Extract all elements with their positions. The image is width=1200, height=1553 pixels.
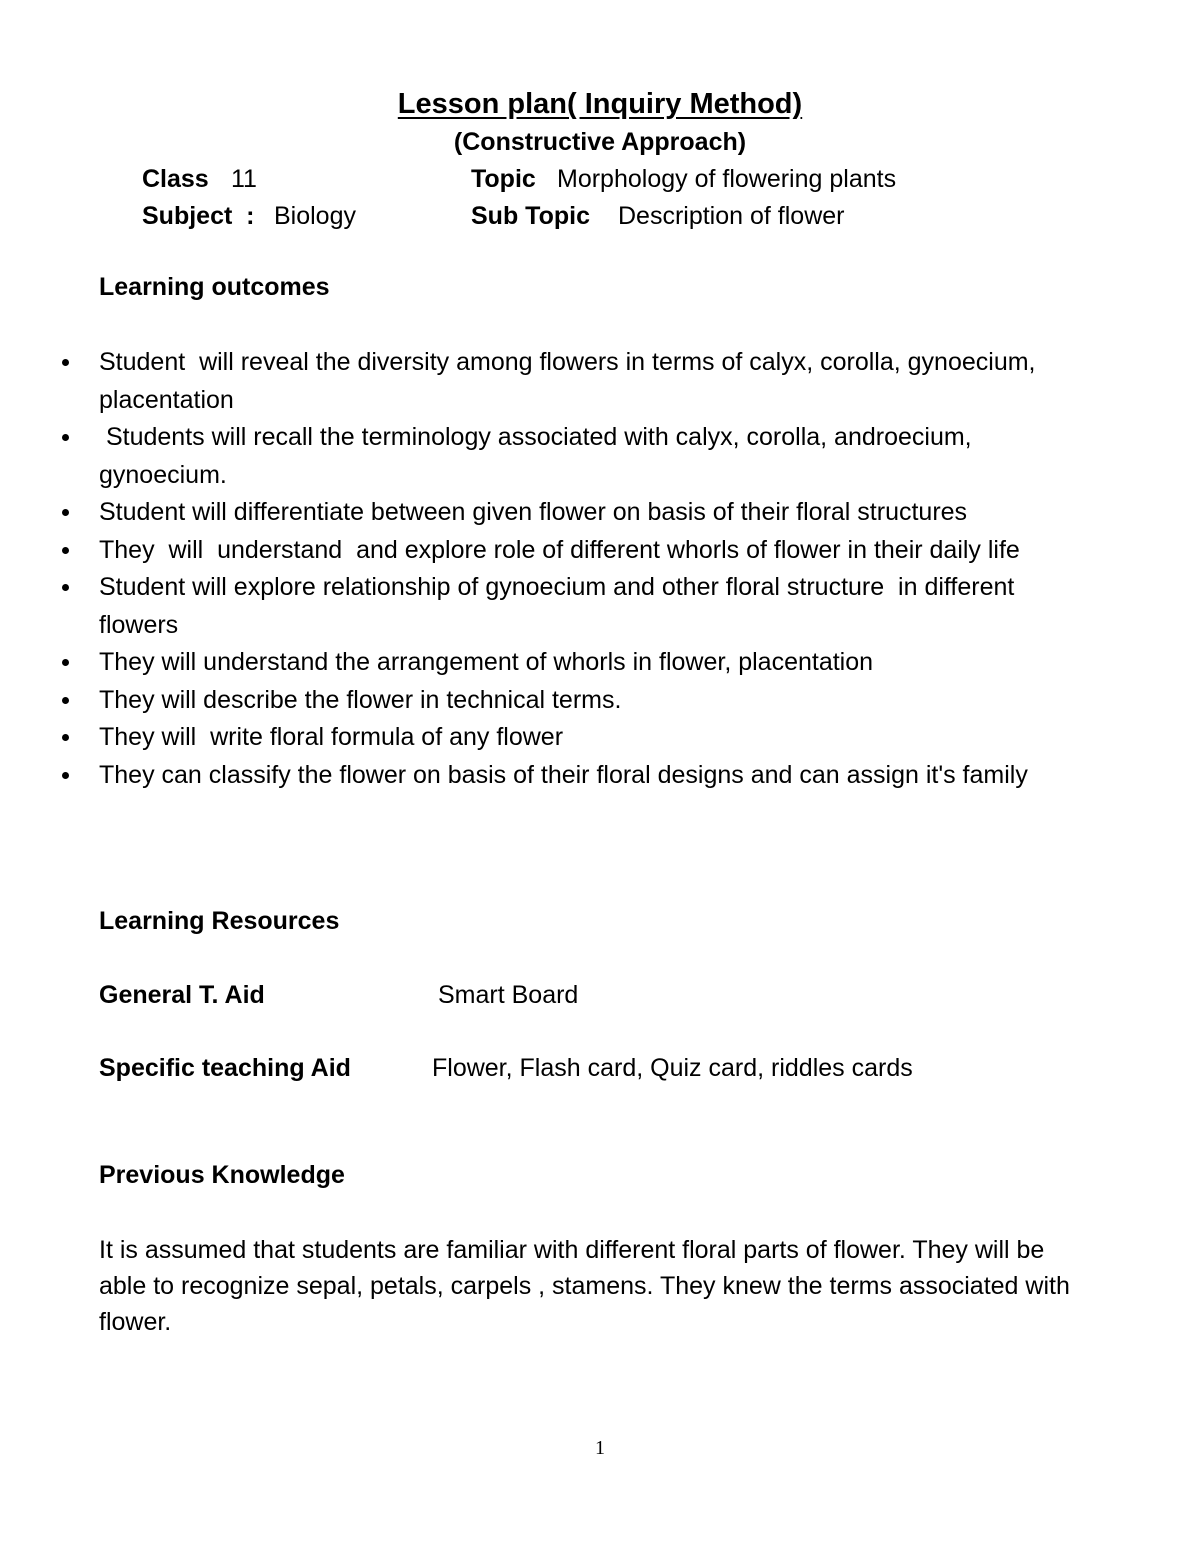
subtopic-label: Sub Topic <box>471 202 590 230</box>
class-label: Class <box>142 165 209 193</box>
list-item <box>0 757 1200 795</box>
page-subtitle: (Constructive Approach) <box>453 128 747 156</box>
list-item-text: They will understand the arrangement of whorls in flower, placentation <box>99 648 874 676</box>
topic-label: Topic <box>471 165 536 193</box>
bullet-icon <box>62 359 69 366</box>
bullet-icon <box>62 734 69 741</box>
list-item-text: Students will recall the terminology associated with calyx, corolla, androecium, gynoecium. <box>99 423 979 489</box>
list-item-text: They will understand and explore role of different whorls of flower in their daily life <box>99 535 1020 564</box>
subject-label: Subject : <box>142 202 255 230</box>
bullet-icon <box>62 509 69 516</box>
list-item <box>0 344 1200 419</box>
list-item-text: They will describe the flower in technical terms. <box>99 685 622 714</box>
specific-aid-label: Specific teaching Aid <box>99 1054 351 1082</box>
list-item-text: Student will reveal the diversity among flowers in terms of calyx, corolla, gynoecium, placentation <box>99 348 1043 414</box>
bullet-icon <box>62 547 69 554</box>
previous-knowledge-text: It is assumed that students are familiar with different floral parts of flower. They will be able to recognize sepal, petals, carpels , stamens. They knew the terms associated with flower. <box>99 1236 1070 1336</box>
class-value: 11 <box>231 165 257 193</box>
bullet-icon <box>62 434 69 441</box>
list-item <box>0 494 1200 532</box>
page-number: 1 <box>595 1437 605 1459</box>
bullet-icon <box>62 584 69 591</box>
list-item <box>0 419 1200 494</box>
specific-aid-value: Flower, Flash card, Quiz card, riddles cards <box>432 1054 913 1082</box>
list-item-text: Student will explore relationship of gynoecium and other floral structure in different flowers <box>99 573 1022 639</box>
list-item-text: They can classify the flower on basis of their floral designs and can assign it's family <box>99 760 1028 789</box>
list-item <box>0 644 1200 682</box>
list-item-text: Student will differentiate between given flower on basis of their floral structures <box>99 498 968 526</box>
bullet-icon <box>62 659 69 666</box>
general-aid-value: Smart Board <box>438 981 579 1009</box>
learning-resources-heading: Learning Resources <box>99 907 340 935</box>
learning-outcomes-heading: Learning outcomes <box>99 273 330 301</box>
page-title: Lesson plan( Inquiry Method) <box>397 88 803 120</box>
bullet-icon <box>62 772 69 779</box>
list-item <box>0 682 1200 720</box>
list-item <box>0 569 1200 644</box>
previous-knowledge-heading: Previous Knowledge <box>99 1161 345 1189</box>
list-item <box>0 532 1200 570</box>
topic-value: Morphology of flowering plants <box>557 165 897 193</box>
subtopic-value: Description of flower <box>618 202 845 230</box>
general-aid-label: General T. Aid <box>99 981 265 1009</box>
learning-outcomes-list <box>0 344 1200 794</box>
list-item <box>0 719 1200 757</box>
bullet-icon <box>62 697 69 704</box>
list-item-text: They will write floral formula of any flower <box>99 723 564 751</box>
subject-value: Biology <box>274 202 356 230</box>
